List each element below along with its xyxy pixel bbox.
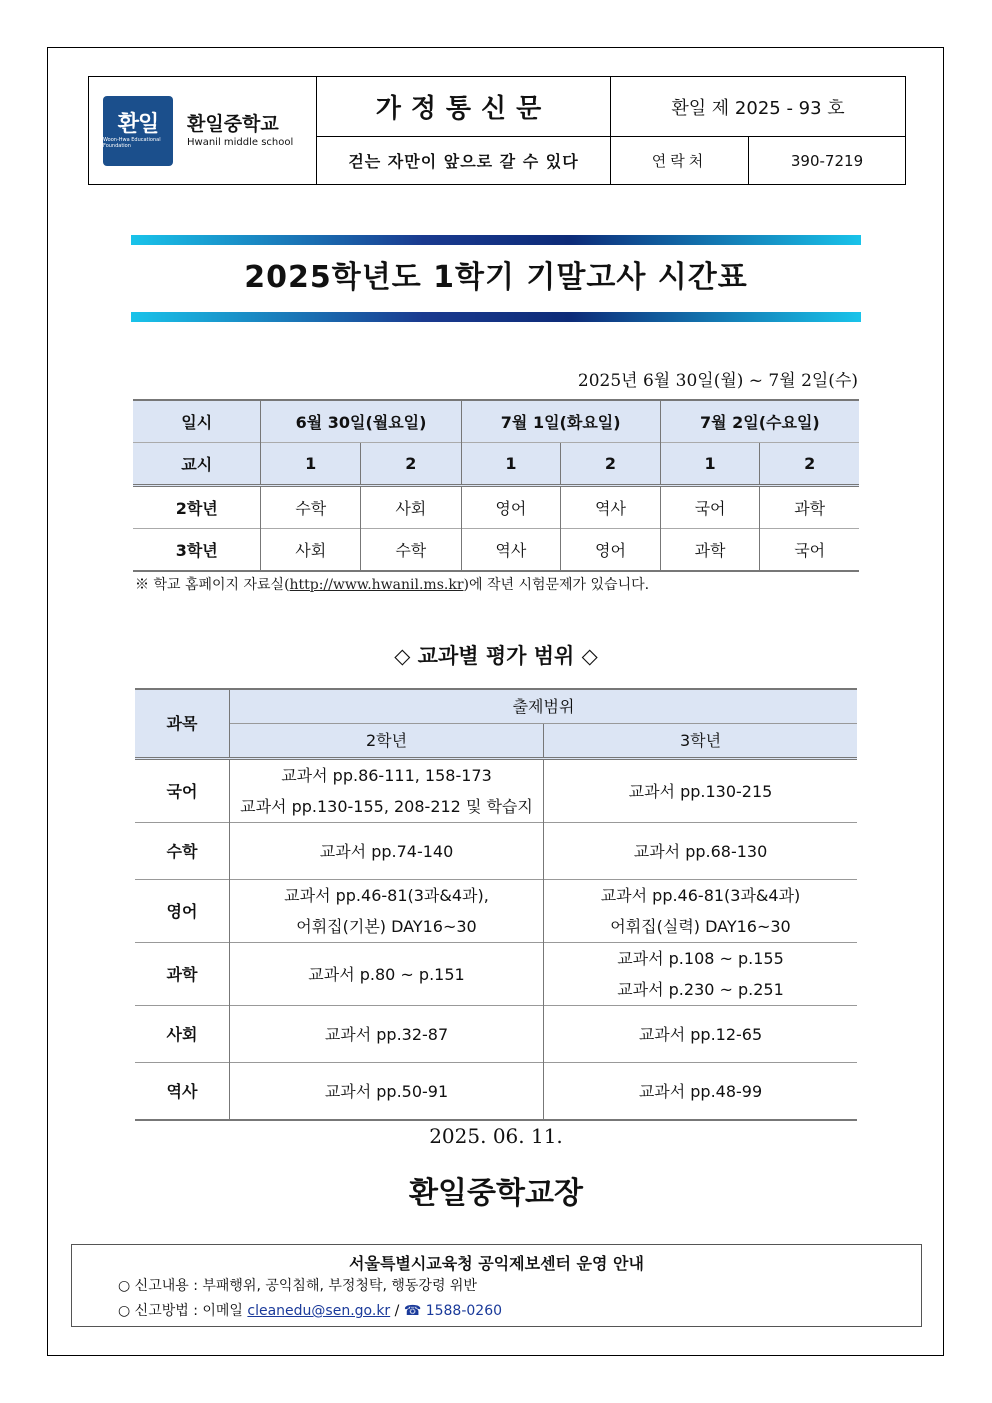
grade3-header: 3학년 [544,724,858,759]
date-cell: 7월 2일(수요일) [660,400,859,443]
whistleblower-notice [71,1244,922,1327]
subject-cell: 사회 [361,486,462,529]
grade3-range-cell [544,1063,858,1121]
school-name: 환일중학교 [187,112,279,135]
range-line: 어휘집(실력) DAY16~30 [610,917,791,936]
subject-cell: 역사 [561,486,661,529]
grade3-range-cell [544,823,858,880]
subject-cell: 영어 [561,529,661,572]
range-line: 교과서 pp.68-130 [633,841,768,861]
issue-date: 2025. 06. 11. [429,1124,563,1148]
range-grade-row [135,724,857,759]
grade3-range-cell [544,943,858,1006]
subject-cell: 역사 [461,529,561,572]
exam-period: 2025년 6월 30일(월) ~ 7월 2일(수) [577,371,858,391]
range-line: 교과서 pp.46-81(3과&4과), [284,886,489,905]
table-row [135,1063,857,1121]
range-line: 교과서 pp.12-65 [638,1024,763,1044]
phone-number: ☎ 1588-0260 [403,1303,503,1319]
table-row [135,823,857,880]
subject-cell: 과학 [660,529,760,572]
grade2-range-cell [230,880,544,943]
period-cell: 1 [461,443,561,486]
schedule-date-row [133,400,859,443]
range-subject-cell: 영어 [135,880,230,943]
range-section-title: ◇ 교과별 평가 범위 ◇ [394,644,598,668]
notice-title: 서울특별시교육청 공익제보센터 운영 안내 [349,1254,644,1273]
period-cell: 1 [261,443,361,486]
school-logo-icon: 환일 Woon-Hwa Educational Foundation [103,96,173,166]
range-body [135,759,857,1121]
school-name-block [187,112,293,150]
period-cell: 2 [760,443,859,486]
range-line: 교과서 pp.130-155, 208-212 및 학습지 [240,797,533,816]
school-logo-cell [89,77,317,184]
table-row [135,759,857,823]
date-cell: 6월 30일(월요일) [261,400,461,443]
exam-schedule-table [133,399,859,572]
newsletter-title: 가정통신문 [317,77,611,137]
notice-line-method: ○ 신고방법 : 이메일 cleanedu@sen.go.kr / ☎ 1588-0260 [118,1303,503,1319]
school-name-en: Hwanil middle school [187,136,294,148]
schedule-period-row [133,443,859,486]
grade3-range-cell [544,759,858,823]
exam-range-table [135,688,857,1121]
range-line: 교과서 pp.46-81(3과&4과) [600,886,801,905]
homepage-link[interactable]: http://www.hwanil.ms.kr [289,577,464,593]
range-subject-cell: 역사 [135,1063,230,1121]
contact-value: 390-7219 [790,151,864,170]
range-subject-cell: 수학 [135,823,230,880]
grade2-range-cell [230,823,544,880]
subject-cell: 국어 [660,486,760,529]
subject-cell: 국어 [760,529,859,572]
date-cell: 7월 1일(화요일) [461,400,660,443]
range-subject-cell: 국어 [135,759,230,823]
grade2-range-cell [230,759,544,823]
period-cell: 2 [361,443,462,486]
range-line: 어휘집(기본) DAY16~30 [296,917,477,936]
range-subject-cell: 사회 [135,1006,230,1063]
title-bar-bottom [131,312,861,322]
email-link[interactable]: cleanedu@sen.go.kr [247,1303,391,1319]
range-line: 교과서 pp.32-87 [324,1024,449,1044]
subject-cell: 영어 [461,486,561,529]
period-header: 교시 [133,443,261,486]
contact-label: 연락처 [611,137,749,184]
table-row [135,943,857,1006]
grade3-range-cell [544,1006,858,1063]
range-line: 교과서 p.80 ~ p.151 [308,964,465,984]
principal-signature: 환일중학교장 [409,1176,583,1211]
grade2-range-cell [230,943,544,1006]
table-row [133,486,859,529]
range-line: 교과서 p.230 ~ p.251 [617,980,784,999]
range-header-row [135,689,857,724]
grade2-header: 2학년 [230,724,544,759]
grade-cell: 2학년 [133,486,261,529]
grade-cell: 3학년 [133,529,261,572]
range-line: 교과서 pp.74-140 [319,841,454,861]
page-title: 2025학년도 1학기 기말고사 시간표 [244,260,748,295]
period-cell: 2 [561,443,661,486]
issue-number: 환일 제 2025 - 93 호 [611,77,905,137]
range-line: 교과서 pp.50-91 [324,1081,449,1101]
period-cell: 1 [660,443,760,486]
grade2-range-cell [230,1006,544,1063]
school-motto: 걷는 자만이 앞으로 갈 수 있다 [317,137,611,184]
range-line: 교과서 p.108 ~ p.155 [617,949,784,968]
range-line: 교과서 pp.130-215 [628,781,773,801]
homepage-note: ※ 학교 홈페이지 자료실(http://www.hwanil.ms.kr)에 작년 시험문제가 있습니다. [135,577,650,593]
date-header: 일시 [133,400,261,443]
table-row [133,529,859,572]
title-bar-top [131,235,861,245]
subject-header: 과목 [135,689,230,759]
grade2-range-cell [230,1063,544,1121]
subject-cell: 수학 [261,486,361,529]
subject-cell: 수학 [361,529,462,572]
notice-line-content: ○ 신고내용 : 부패행위, 공익침해, 부정청탁, 행동강령 위반 [118,1278,477,1294]
table-row [135,1006,857,1063]
range-line: 교과서 pp.86-111, 158-173 [281,766,492,785]
scope-header: 출제범위 [230,689,858,724]
grade3-range-cell [544,880,858,943]
range-line: 교과서 pp.48-99 [638,1081,763,1101]
range-subject-cell: 과학 [135,943,230,1006]
subject-cell: 과학 [760,486,859,529]
table-row [135,880,857,943]
subject-cell: 사회 [261,529,361,572]
newsletter-header [88,76,906,185]
